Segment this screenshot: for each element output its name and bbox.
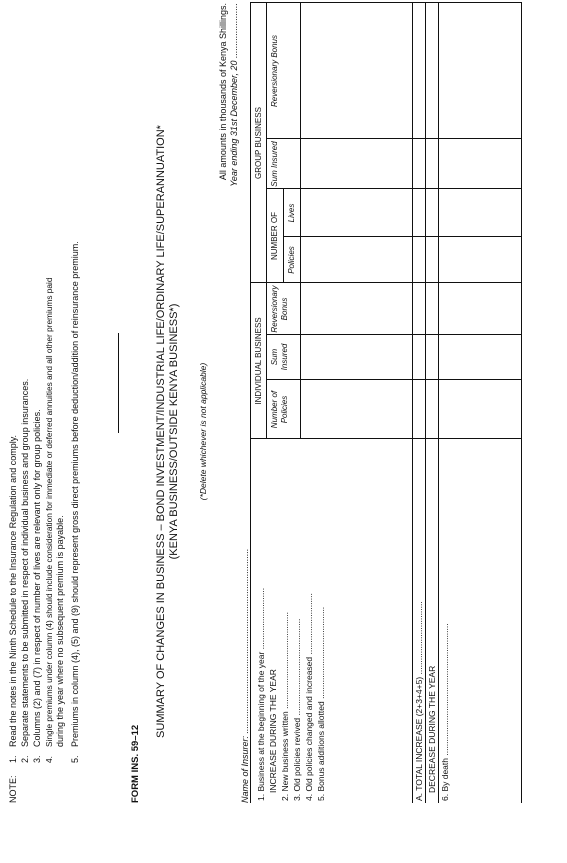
table-row-label: 6. By death ........................................................ (440, 623, 450, 801)
header-sep (283, 189, 284, 283)
note-item-4 (44, 278, 54, 763)
col-group-sum-insured: Sum Insured (270, 141, 279, 187)
col-number-of-policies: Number of Policies (270, 390, 289, 429)
insurer-name-field[interactable]: Name of Insurer: .......................................................................... (240, 548, 250, 803)
note-number: 3. (32, 755, 42, 763)
number-of-header: NUMBER OF (270, 212, 279, 260)
col-sep (283, 236, 522, 237)
row-sep (412, 3, 413, 803)
note-number: 1. (8, 755, 18, 763)
note-text: Columns (2) and (7) in respect of number of lives are relevant only for group policies. (32, 409, 42, 747)
amounts-note: All amounts in thousands of Kenya Shillings. (218, 3, 228, 181)
form-number: FORM INS. 59–12 (130, 724, 141, 803)
note-text: Read the notes in the Ninth Schedule to the Insurance Regulation and comply. (8, 434, 18, 747)
note-item-2 (20, 379, 30, 763)
individual-business-header: INDIVIDUAL BUSINESS (254, 317, 263, 405)
header-sep (300, 3, 301, 439)
row-sep (438, 3, 439, 803)
table-row-label: 1. Business at the beginning of the year .......................... (256, 587, 266, 801)
form-subtitle: (KENYA BUSINESS/OUTSIDE KENYA BUSINESS*) (168, 303, 180, 560)
note-text: Separate statements to be submitted in respect of individual business and group insurances. (20, 378, 30, 747)
table-row-label: 3. Old policies revived ......................................... (292, 618, 302, 801)
note-item-5 (70, 241, 80, 763)
note-label: NOTE: (8, 775, 18, 803)
col-sep (266, 379, 522, 380)
delete-note: (*Delete whichever is not applicable) (198, 362, 208, 501)
table-row-label: 5. Bonus additions allotted ....................................... (316, 606, 326, 801)
divider (118, 333, 119, 433)
table-row-label: DECREASE DURING THE YEAR (427, 665, 437, 793)
col-sum-insured: Sum Insured (270, 343, 289, 371)
table-row-label: INCREASE DURING THE YEAR (268, 669, 278, 793)
form-title: SUMMARY OF CHANGES IN BUSINESS – BOND INVESTMENT/INDUSTRIAL LIFE/ORDINARY LIFE/SUPERANNUATION* (155, 125, 167, 738)
table-border-right (250, 2, 522, 3)
col-sep (250, 438, 522, 439)
col-reversionary-bonus: Reversionary Bonus (270, 285, 289, 333)
table-row-label: A. TOTAL INCREASE (2+3+4+5) ............................... (414, 601, 424, 801)
col-sep (266, 138, 522, 139)
note-item-3 (32, 409, 42, 763)
col-group-lives: Lives (287, 203, 296, 223)
col-group-policies: Policies (287, 246, 296, 274)
group-business-header: GROUP BUSINESS (254, 107, 263, 179)
col-sep (266, 334, 522, 335)
note-number: 2. (20, 755, 30, 763)
year-ending-field[interactable]: Year ending 31st December, 20 ...................... (229, 3, 239, 187)
row-sep (425, 3, 426, 803)
note-item-1 (8, 435, 18, 763)
col-group-reversionary-bonus: Reversionary Bonus (270, 34, 279, 108)
note-text: Single premiums under column (4) should include consideration for immediate or deferred annuities and all other premiums paid (44, 277, 54, 747)
table-border-top (250, 3, 251, 803)
col-sep (266, 188, 522, 189)
table-row-label: 4. Old policies changed and increased .......................... (304, 593, 314, 801)
note-number: 4. (44, 756, 54, 763)
table-row-label: 2. New business written ......................................... (280, 612, 290, 801)
note-text: Premiums in column (4), (5) and (9) should represent gross direct premiums before deduction/addition of reinsurance premium. (70, 241, 80, 747)
header-sep (266, 3, 267, 439)
note-item-4-cont: during the year where no subsequent premium is payable. (55, 515, 65, 747)
note-number: 5. (70, 755, 80, 763)
table-border-bottom (521, 3, 522, 803)
